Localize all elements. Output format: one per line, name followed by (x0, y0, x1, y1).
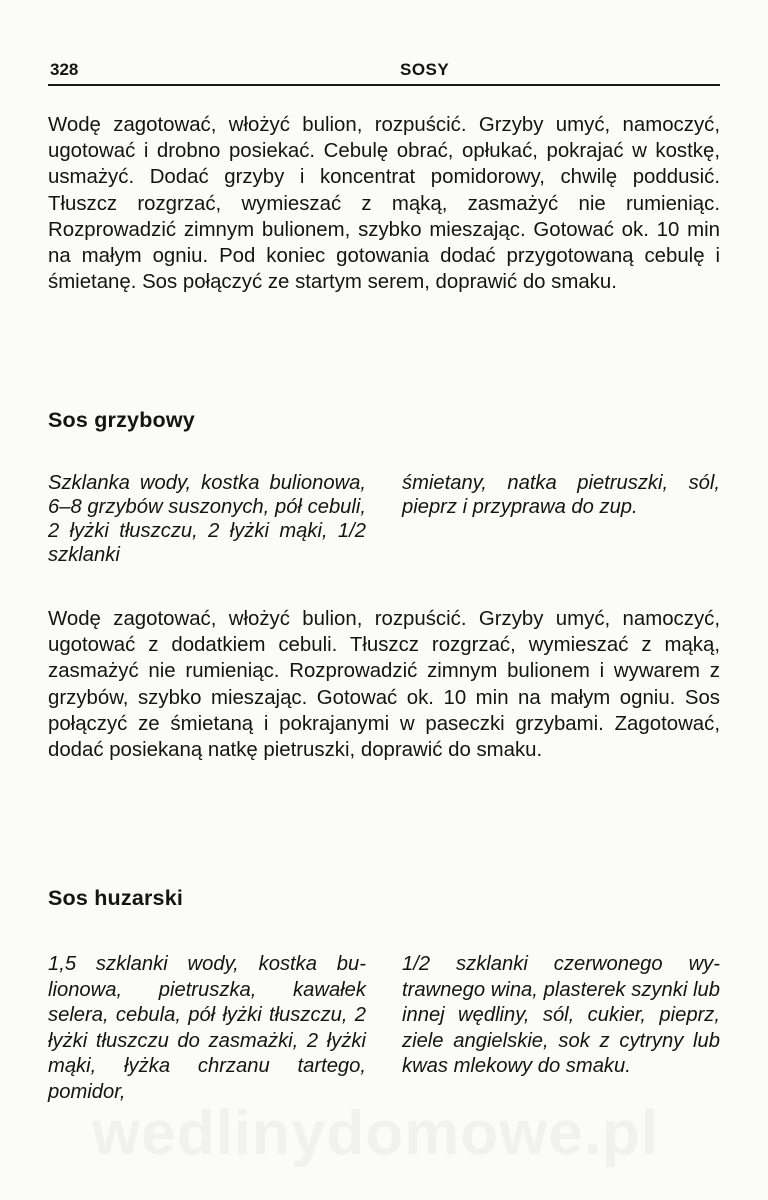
recipe-title-sos-huzarski: Sos huzarski (48, 886, 184, 910)
intro-section (48, 112, 720, 295)
ingredients-right-column: 1/2 szklanki czerwonego wytrawnego wina, plasterek szynki lub innej wędliny, sól, cukier, pieprz, ziele angielskie, sok z cytryny lub kwas mlekowy do smaku. (402, 953, 720, 1077)
page-header (48, 58, 720, 86)
ingredients-left-column: 1,5 szklanki wody, kostka bulionowa, pietruszka, kawałek selera, cebula, pół łyżki tłuszczu, 2 łyżki tłuszczu do zasmażki, 2 łyżki mąki, łyżka chrzanu tartego, pomidor, (48, 953, 366, 1103)
ingredients-sos-huzarski (48, 952, 720, 1105)
intro-paragraph: Wodę zagotować, włożyć bulion, rozpuścić. Grzyby umyć, namoczyć, ugotować i drobno posiekać. Cebulę obrać, opłukać, pokrajać w kostkę, usmażyć. Dodać grzyby i koncentrat pomidorowy, chwilę poddusić. Tłuszcz rozgrzać, wymieszać z mąką, zasmażyć nie rumieniąc. Rozprowadzić zimnym bulionem, szybko mieszając. Gotować ok. 10 min na małym ogniu. Pod koniec gotowania dodać przygotowaną cebulę i śmietanę. Sos połączyć ze startym serem, doprawić do smaku. (48, 114, 720, 294)
method-paragraph: Wodę zagotować, włożyć bulion, rozpuścić. Grzyby umyć, namoczyć, ugotować z dodatkiem cebuli. Tłuszcz rozgrzać, wymieszać z mąką, zasmażyć nie rumieniąc. Rozprowadzić zimnym bulionem i wywarem z grzybów, szybko mieszając. Gotować ok. 10 min na małym ogniu. Sos połączyć ze śmietaną i pokrajanymi w paseczki grzybami. Zagotować, dodać posiekaną natkę pietruszki, doprawić do smaku. (48, 608, 720, 762)
watermark: wedlinydomowe.pl (92, 1099, 660, 1168)
section-title: SOSY (400, 60, 450, 79)
page-number: 328 (50, 60, 79, 79)
ingredients-sos-grzybowy (48, 471, 720, 567)
recipe-title-sos-grzybowy: Sos grzybowy (48, 408, 195, 432)
method-sos-grzybowy (48, 606, 720, 763)
ingredients-left-column: Szklanka wody, kostka bulionowa, 6–8 grzybów suszonych, pół cebuli, 2 łyżki tłuszczu, 2 łyżki mąki, 1/2 szklanki (48, 472, 366, 566)
ingredients-right-column: śmietany, natka pietruszki, sól, pieprz i przyprawa do zup. (402, 472, 720, 518)
